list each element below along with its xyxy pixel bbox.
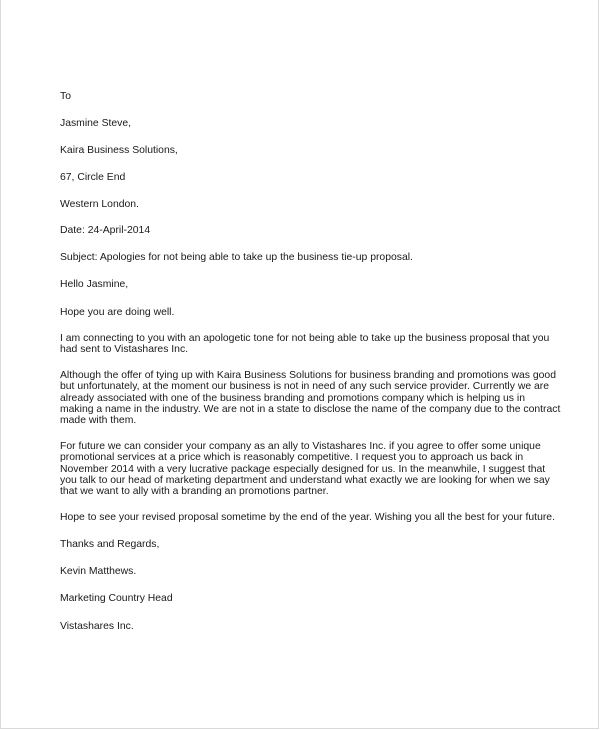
paragraph-line: made with them. — [60, 415, 137, 427]
paragraph-line: that we want to ally with a branding an promotions partner. — [60, 486, 329, 498]
paragraph-line: already associated with one of the business branding and promotions company which is helping us in — [60, 392, 525, 404]
paragraph-2 — [60, 370, 560, 426]
paragraph-line: For future we can consider your company as an ally to Vistashares Inc. if you agree to offer some unique — [60, 441, 541, 453]
sender-title: Marketing Country Head — [60, 593, 173, 605]
recipient-name: Jasmine Steve, — [60, 118, 132, 130]
closing-line: Hope to see your revised proposal sometime by the end of the year. Wishing you all the best for your future. — [60, 512, 555, 524]
sign-off: Thanks and Regards, — [60, 539, 160, 551]
paragraph-line: making a name in the industry. We are not in a state to disclose the name of the company due to the contract — [60, 403, 561, 415]
recipient-city: Western London. — [60, 198, 139, 210]
paragraph-line: Although the offer of tying up with Kaira Business Solutions for business branding and promotions was good — [60, 370, 556, 382]
paragraph-line: I am connecting to you with an apologetic tone for not being able to take up the business proposal that you — [60, 332, 550, 344]
letter-subject: Subject: Apologies for not being able to take up the business tie-up proposal. — [60, 252, 413, 264]
paragraph-1 — [60, 333, 560, 355]
to-line: To — [60, 91, 71, 102]
letter-body — [60, 91, 560, 647]
sender-company: Vistashares Inc. — [60, 620, 134, 632]
paragraph-3 — [60, 441, 560, 497]
recipient-company: Kaira Business Solutions, — [60, 145, 178, 156]
recipient-address: 67, Circle End — [60, 171, 126, 183]
letter-greeting: Hello Jasmine, — [60, 279, 129, 291]
paragraph-line: you talk to our head of marketing department and understand what exactly we are looking for when we say — [60, 474, 550, 486]
paragraph-line: but unfortunately, at the moment our business is not in need of any such service provider. Currently we are — [60, 381, 550, 393]
paragraph-line: promotional services at a price which is reasonably competitive. I request you to approach us back in — [60, 452, 524, 464]
letter-opening: Hope you are doing well. — [60, 306, 175, 318]
paragraph-line: had sent to Vistashares Inc. — [60, 344, 189, 355]
letter-date: Date: 24-April-2014 — [60, 225, 151, 237]
sender-name: Kevin Matthews. — [60, 566, 137, 578]
paragraph-line: November 2014 with a very lucrative package especially designed for us. In the meanwhile, I suggest that — [60, 463, 546, 475]
